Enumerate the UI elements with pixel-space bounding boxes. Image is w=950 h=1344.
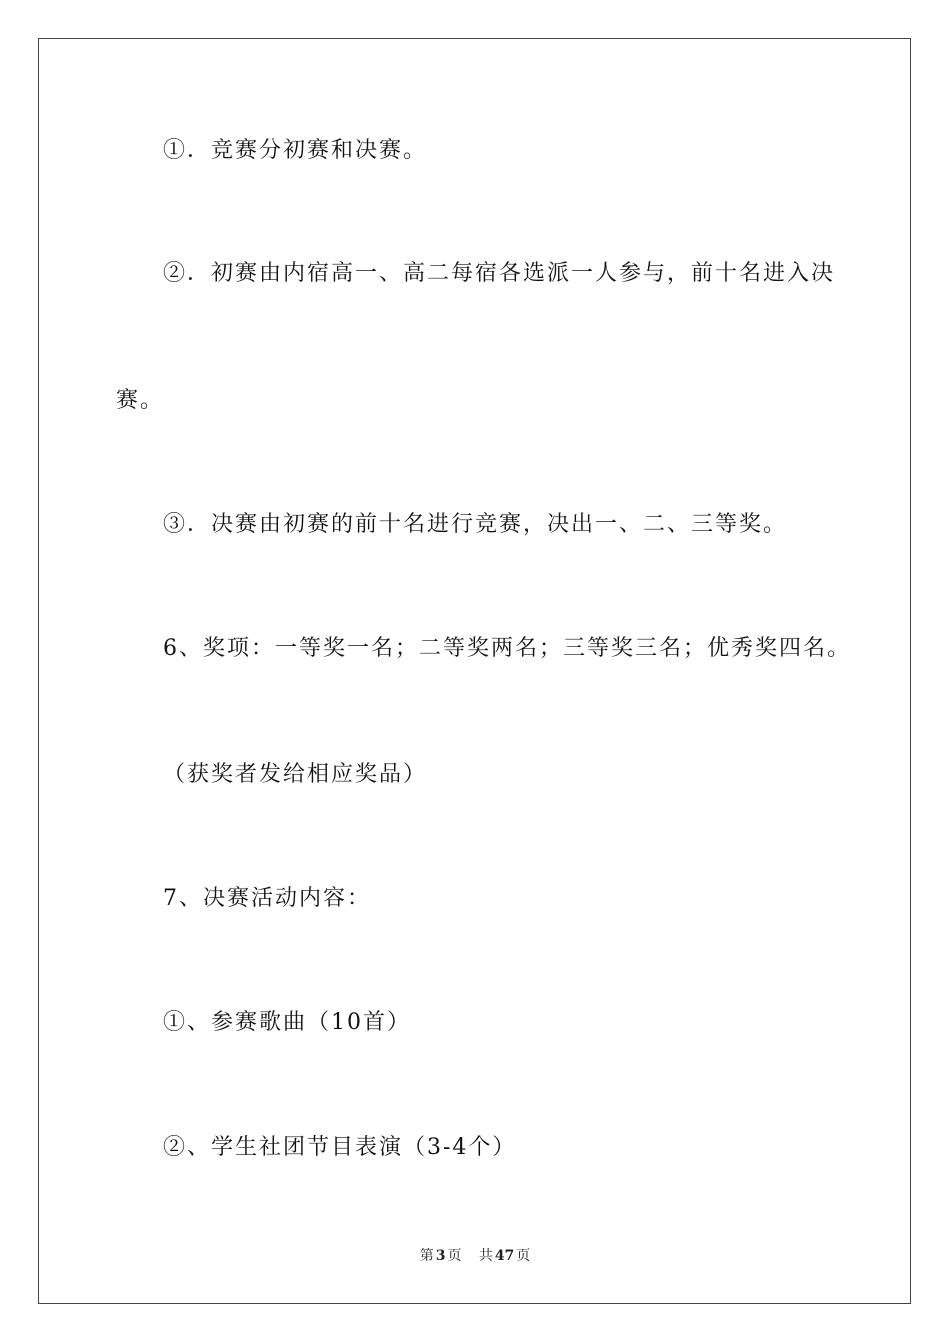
page-border: [38, 38, 911, 1304]
total-prefix: 共: [478, 1248, 493, 1264]
page-number: 3: [435, 1248, 446, 1264]
page-prefix: 第: [419, 1248, 434, 1264]
total-pages: 47: [494, 1248, 515, 1264]
paragraph-line-7: 7、决赛活动内容：: [163, 886, 371, 911]
paragraph-line-8: ①、参赛歌曲（10首）: [163, 1010, 411, 1035]
paragraph-line-5: 6、奖项：一等奖一名；二等奖两名；三等奖三名；优秀奖四名。: [163, 636, 851, 661]
paragraph-line-4: ③．决赛由初赛的前十名进行竞赛，决出一、二、三等奖。: [163, 512, 788, 537]
paragraph-line-9: ②、学生社团节目表演（3-4个）: [163, 1135, 517, 1160]
page-footer: [0, 1246, 950, 1266]
total-suffix: 页: [516, 1248, 531, 1264]
paragraph-line-2: ②．初赛由内宿高一、高二每宿各选派一人参与，前十名进入决: [163, 261, 836, 286]
paragraph-line-6: （获奖者发给相应奖品）: [163, 762, 428, 787]
paragraph-line-1: ①．竞赛分初赛和决赛。: [163, 138, 428, 163]
page-suffix: 页: [447, 1248, 462, 1264]
paragraph-line-3: 赛。: [116, 388, 165, 413]
